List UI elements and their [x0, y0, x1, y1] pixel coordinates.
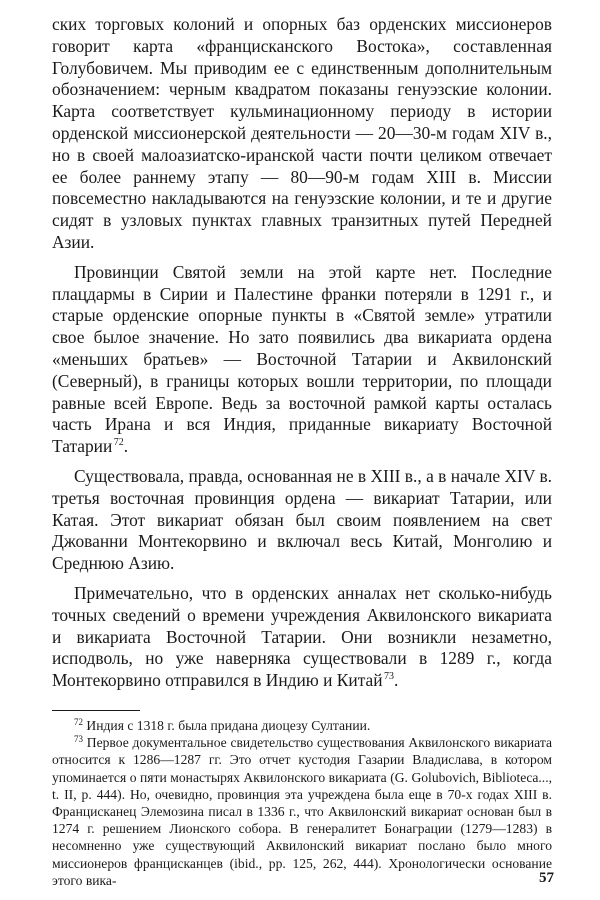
footnote-ref[interactable]: 72 [113, 437, 124, 449]
footnote-ref[interactable]: 73 [384, 671, 394, 683]
footnote: $^{73}$ Первое документальное свидетельство существования Аквилонского викариата относится к 1286—1287 гг. Это отчет кустодия Газарии Владислава, в котором упоминается о пяти монастырях Аквилонского викариата (G. Golubovich, Biblioteca..., t. II, p. 444). Но, очевидно, провинция эта учреждена была еще в 70-х годах XIII в. Францисканец Элемозина писал в 1336 г., что Аквилонский викариат основан был в 1274 г. решением Лионского собора. В генералитет Бонаграции (1279—1283) в несомненно уже существующий Аквилонский викариат послано было много миссионеров францисканцев (ibid., pp. 125, 262, 444). Хронологически основание этого вика- [52, 734, 552, 888]
page-body [52, 14, 552, 889]
footnote-number: 73 [74, 734, 83, 745]
paragraph: Примечательно, что в орденских анналах нет сколько-нибудь точных сведений о времени учреждения Аквилонского викариата и викариата Восточной Татарии. Они возникли незаметно, исподволь, но уже наверняка существовали в 1289 г., когда Монтекорвино отправился в Индию и Китай $^{73}$. [52, 582, 552, 691]
paragraph: Провинции Святой земли на этой карте нет. Последние плацдармы в Сирии и Палестине франки потеряли в 1291 г., и старые орденские опорные пункты в «Святой земле» утратили свое былое значение. Но зато появились два викариата ордена «меньших братьев» — Восточной Татарии и Аквилонский (Северный), в границы которых вошли территории, по площади равные всей Европе. Ведь за восточной рамкой карты осталась часть Ирана и вся Индия, приданные викариату Восточной Татарии $^{72}$. [52, 261, 552, 457]
footnote-number: 72 [74, 716, 83, 727]
page-number: 57 [539, 870, 554, 886]
paragraph: ских торговых колоний и опорных баз орденских миссионеров говорит карта «францисканского Востока», составленная Голубовичем. Мы приводим ее с единственным дополнительным обозначением: черным квадратом показаны генуэзские колонии. Карта соответствует кульминационному периоду в истории орденской миссионерской деятельности — 20—30-м годам XIV в., но в своей малоазиатско-иранской части почти целиком отвечает ее более раннему этапу — 80—90-м годам XIII в. Миссии повсеместно накладываются на генуэзские колонии, и те и другие сидят в узловых пунктах главных транзитных путей Передней Азии. [52, 14, 552, 252]
paragraph: Существовала, правда, основанная не в XIII в., а в начале XIV в. третья восточная провинция ордена — викариат Татарии, или Катая. Этот викариат обязан был своим появлением на свет Джованни Монтекорвино и включал весь Китай, Монголию и Среднюю Азию. [52, 465, 552, 574]
footnote-divider [52, 710, 140, 711]
footnote: $^{72}$ Индия с 1318 г. была придана диоцезу Султании. [74, 716, 371, 733]
